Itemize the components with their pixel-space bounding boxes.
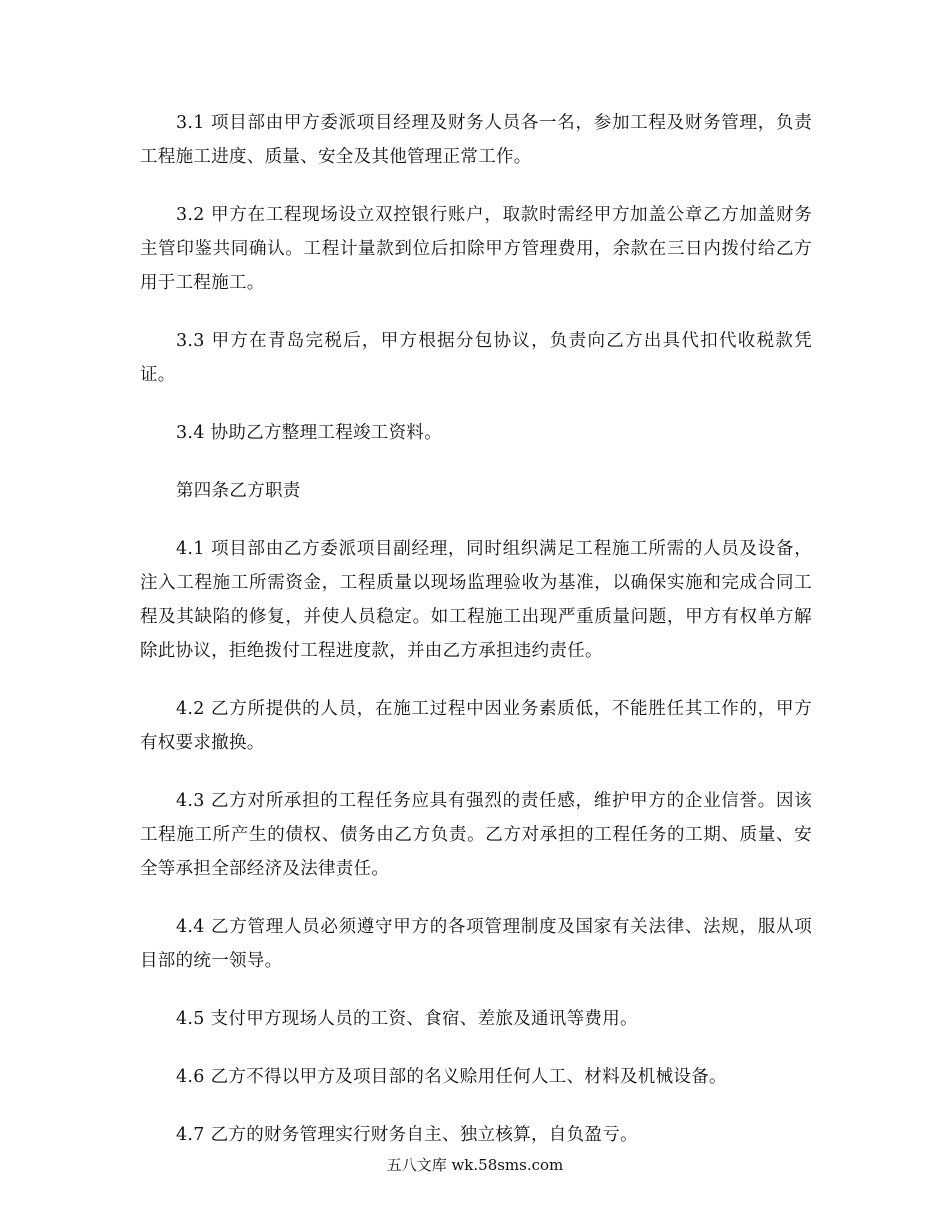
clause-3-3: 3.3 甲方在青岛完税后，甲方根据分包协议，负责向乙方出具代扣代收税款凭证。 <box>140 331 812 385</box>
section-heading-article-4: 第四条乙方职责 <box>176 481 301 501</box>
clause-4-6: 4.6 乙方不得以甲方及项目部的名义赊用任何人工、材料及机械设备。 <box>176 1067 727 1087</box>
clause-4-2: 4.2 乙方所提供的人员，在施工过程中因业务素质低，不能胜任其工作的，甲方有权要求撤换。 <box>140 699 812 753</box>
clause-4-7: 4.7 乙方的财务管理实行财务自主、独立核算，自负盈亏。 <box>176 1125 638 1145</box>
clause-4-3: 4.3 乙方对所承担的工程任务应具有强烈的责任感，维护甲方的企业信誉。因该工程施工所产生的债权、债务由乙方负责。乙方对承担的工程任务的工期、质量、安全等承担全部经济及法律责任。 <box>140 791 812 879</box>
document-body <box>140 106 812 1176</box>
clause-3-1: 3.1 项目部由甲方委派项目经理及财务人员各一名，参加工程及财务管理，负责工程施工进度、质量、安全及其他管理正常工作。 <box>140 113 812 167</box>
page-footer: 五八文库 wk.58sms.com <box>386 1156 564 1174</box>
clause-3-2: 3.2 甲方在工程现场设立双控银行账户，取款时需经甲方加盖公章乙方加盖财务主管印鉴共同确认。工程计量款到位后扣除甲方管理费用，余款在三日内拨付给乙方用于工程施工。 <box>140 205 812 293</box>
clause-4-4: 4.4 乙方管理人员必须遵守甲方的各项管理制度及国家有关法律、法规，服从项目部的统一领导。 <box>140 917 812 971</box>
clause-4-1: 4.1 项目部由乙方委派项目副经理，同时组织满足工程施工所需的人员及设备，注入工程施工所需资金，工程质量以现场监理验收为基准，以确保实施和完成合同工程及其缺陷的修复，并使人员稳定。如工程施工出现严重质量问题，甲方有权单方解除此协议，拒绝拨付工程进度款，并由乙方承担违约责任。 <box>140 539 812 661</box>
clause-4-5: 4.5 支付甲方现场人员的工资、食宿、差旅及通讯等费用。 <box>176 1009 638 1029</box>
clause-3-4: 3.4 协助乙方整理工程竣工资料。 <box>176 423 442 443</box>
